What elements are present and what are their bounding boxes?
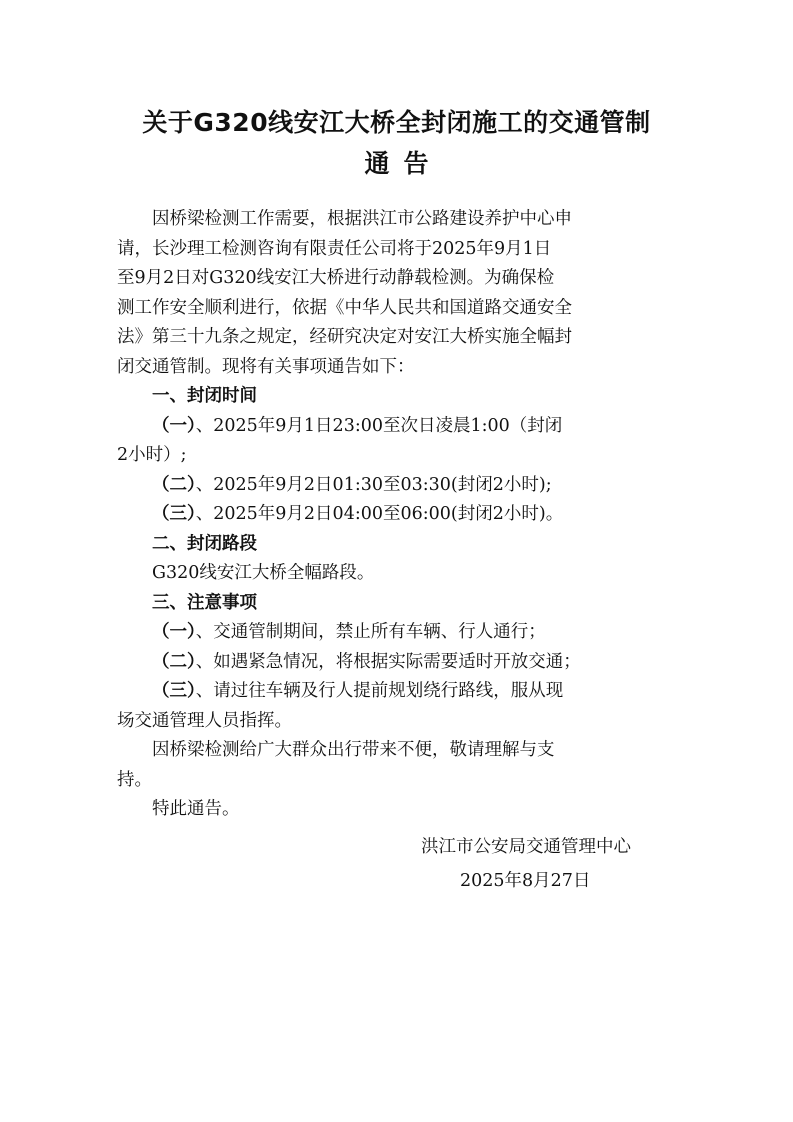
notes-item (117, 618, 677, 648)
item-text: 、交通管制期间，禁止所有车辆、行人通行； (195, 622, 546, 642)
section-heading-notes: 三、注意事项 (152, 592, 257, 613)
notes-item-continued: 场交通管理人员指挥。 (117, 710, 292, 731)
item-number: （二） (152, 651, 196, 672)
intro-line: 闭交通管制。现将有关事项通告如下： (117, 356, 415, 377)
section-heading-closed-road: 二、封闭路段 (152, 533, 257, 554)
item-text: 、请过往车辆及行人提前规划绕行路线，服从现 (195, 681, 564, 701)
intro-line: 测工作安全顺利进行，依据《中华人民共和国道路交通安全 (117, 297, 572, 318)
item-number: （三） (152, 681, 196, 701)
item-number: （二） (152, 474, 196, 495)
intro-line: 法》第三十九条之规定，经研究决定对安江大桥实施全幅封 (117, 327, 572, 347)
item-number: （三） (152, 504, 196, 524)
notes-item (117, 677, 677, 707)
intro-line: 请，长沙理工检测咨询有限责任公司将于2025年9月1日 (117, 238, 552, 259)
notice-title: 关于G320线安江大桥全封闭施工的交通管制 (142, 108, 651, 137)
item-number: （一） (152, 622, 196, 642)
closing-line: 持。 (117, 769, 152, 790)
item-text: 、2025年9月2日01:30至03:30(封闭2小时); (195, 474, 552, 495)
item-text: 、2025年9月2日04:00至06:00(封闭2小时)。 (195, 504, 564, 524)
closing-line: 因桥梁检测给广大群众出行带来不便，敬请理解与支 (152, 740, 555, 760)
notice-body (117, 205, 677, 825)
notes-item (117, 648, 677, 678)
intro-line: 至9月2日对G320线安江大桥进行动静载检测。为确保检 (117, 268, 555, 288)
intro-line: 因桥梁检测工作需要，根据洪江市公路建设养护中心申 (152, 209, 572, 229)
closure-time-item (117, 471, 677, 501)
item-number: （一） (152, 415, 196, 436)
closing-final: 特此通告。 (152, 799, 240, 819)
closure-time-item (117, 500, 677, 530)
signature-date: 2025年8月27日 (460, 871, 591, 891)
signature-organization: 洪江市公安局交通管理中心 (421, 837, 631, 857)
closure-time-item-continued: 2小时）; (117, 445, 187, 465)
item-text: 、如遇紧急情况，将根据实际需要适时开放交通； (195, 651, 581, 672)
notice-title-subtitle: 通告 (364, 149, 443, 178)
item-text: 、2025年9月1日23:00至次日凌晨1:00（封闭 (195, 415, 563, 436)
closure-time-item (117, 412, 677, 442)
section-heading-closure-time: 一、封闭时间 (152, 386, 257, 406)
closed-road-text: G320线安江大桥全幅路段。 (152, 563, 375, 583)
